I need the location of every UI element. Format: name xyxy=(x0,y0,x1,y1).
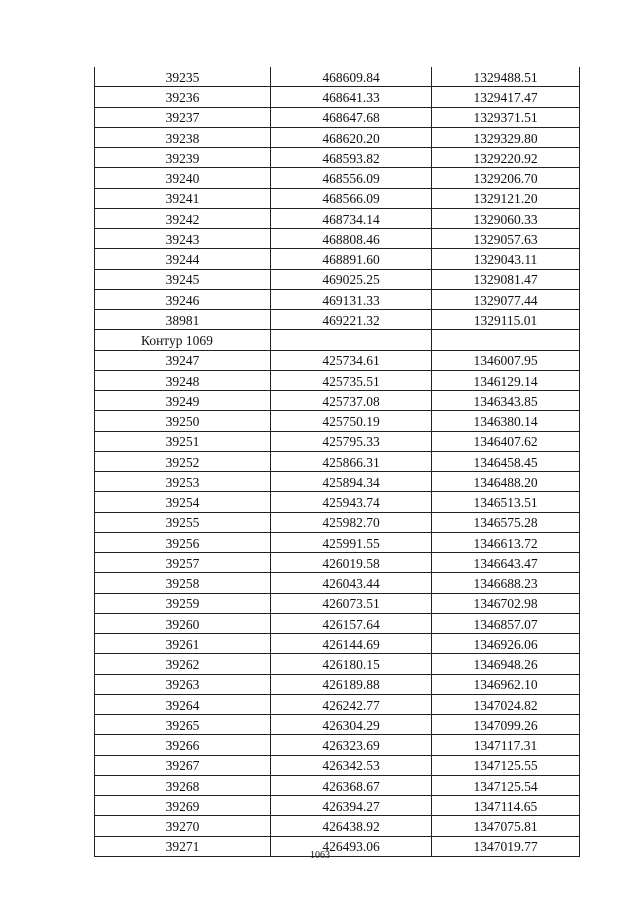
x-coordinate-cell: 468647.68 xyxy=(271,108,432,127)
x-coordinate-cell: 426342.53 xyxy=(271,756,432,775)
point-id-cell: 39240 xyxy=(95,168,271,187)
point-id-cell: 39242 xyxy=(95,209,271,228)
x-coordinate-cell: 425982.70 xyxy=(271,513,432,532)
table-row xyxy=(95,290,579,310)
x-coordinate-cell: 426242.77 xyxy=(271,695,432,714)
y-coordinate-cell: 1346458.45 xyxy=(473,454,538,470)
y-coordinate-cell: 1329081.47 xyxy=(473,272,538,288)
y-coordinate-cell xyxy=(432,330,579,349)
point-id-cell: 39269 xyxy=(95,796,271,815)
x-coordinate-cell: 468609.84 xyxy=(271,67,432,86)
table-row xyxy=(95,816,579,836)
x-coordinate-cell: 469025.25 xyxy=(271,270,432,289)
y-coordinate-cell: 1346857.07 xyxy=(473,616,538,632)
table-row xyxy=(95,513,579,533)
table-row xyxy=(95,148,579,168)
point-id-cell: 39265 xyxy=(95,715,271,734)
table-row xyxy=(95,614,579,634)
x-coordinate-cell: 425734.61 xyxy=(271,351,432,370)
point-id-cell: 39253 xyxy=(95,472,271,491)
point-id-cell: 39268 xyxy=(95,776,271,795)
point-id-cell: 39267 xyxy=(95,756,271,775)
point-id-cell: 39246 xyxy=(95,290,271,309)
table-row xyxy=(95,715,579,735)
point-id-cell: 39245 xyxy=(95,270,271,289)
y-coordinate-cell: 1346575.28 xyxy=(473,515,538,531)
point-id-cell: 39258 xyxy=(95,573,271,592)
x-coordinate-cell: 426019.58 xyxy=(271,553,432,572)
y-coordinate-cell: 1329121.20 xyxy=(473,191,538,207)
x-coordinate-cell: 426043.44 xyxy=(271,573,432,592)
y-coordinate-cell: 1329417.47 xyxy=(473,90,538,105)
x-coordinate-cell: 425795.33 xyxy=(271,432,432,451)
table-row xyxy=(95,128,579,148)
point-id-cell: 39251 xyxy=(95,432,271,451)
point-id-cell: 39264 xyxy=(95,695,271,714)
point-id-cell: 39238 xyxy=(95,128,271,147)
x-coordinate-cell: 426323.69 xyxy=(271,735,432,754)
table-row xyxy=(95,553,579,573)
x-coordinate-cell: 426368.67 xyxy=(271,776,432,795)
table-row xyxy=(95,168,579,188)
table-row xyxy=(95,573,579,593)
table-row xyxy=(95,695,579,715)
table-row xyxy=(95,634,579,654)
y-coordinate-cell: 1346380.14 xyxy=(473,414,538,429)
point-id-cell: 39239 xyxy=(95,148,271,167)
y-coordinate-cell: 1329206.70 xyxy=(473,171,538,186)
x-coordinate-cell: 426493.06 xyxy=(271,837,432,856)
x-coordinate-cell: 425866.31 xyxy=(271,452,432,471)
x-coordinate-cell: 468556.09 xyxy=(271,168,432,187)
table-row xyxy=(95,452,579,472)
table-row xyxy=(95,796,579,816)
y-coordinate-cell: 1329329.80 xyxy=(473,130,538,146)
point-id-cell: 39266 xyxy=(95,735,271,754)
y-coordinate-cell: 1347117.31 xyxy=(473,738,538,753)
table-row xyxy=(95,108,579,128)
y-coordinate-cell: 1347125.55 xyxy=(473,758,538,774)
table-row xyxy=(95,209,579,229)
x-coordinate-cell: 425735.51 xyxy=(271,371,432,390)
x-coordinate-cell: 468566.09 xyxy=(271,189,432,208)
table-row xyxy=(95,432,579,452)
point-id-cell: 39250 xyxy=(95,411,271,430)
x-coordinate-cell: 426180.15 xyxy=(271,654,432,673)
point-id-cell: 39248 xyxy=(95,371,271,390)
y-coordinate-cell: 1346007.95 xyxy=(473,353,538,369)
table-row xyxy=(95,189,579,209)
table-row xyxy=(95,533,579,553)
table-row xyxy=(95,594,579,614)
y-coordinate-cell: 1329077.44 xyxy=(473,292,538,308)
contour-header-row xyxy=(95,330,579,350)
point-id-cell: 39255 xyxy=(95,513,271,532)
y-coordinate-cell: 1346948.26 xyxy=(473,657,538,672)
table-row xyxy=(95,654,579,674)
y-coordinate-cell: 1329488.51 xyxy=(473,69,538,85)
page-number: 1063 xyxy=(310,850,330,861)
table-row xyxy=(95,391,579,411)
point-id-cell: 39247 xyxy=(95,351,271,370)
x-coordinate-cell: 426189.88 xyxy=(271,675,432,694)
y-coordinate-cell: 1346613.72 xyxy=(473,535,538,551)
y-coordinate-cell: 1346688.23 xyxy=(473,576,538,591)
table-row xyxy=(95,87,579,107)
x-coordinate-cell: 468734.14 xyxy=(271,209,432,228)
y-coordinate-cell: 1346962.10 xyxy=(473,677,538,693)
x-coordinate-cell: 426438.92 xyxy=(271,816,432,835)
table-row xyxy=(95,371,579,391)
point-id-cell: Контур 1069 xyxy=(95,330,271,349)
y-coordinate-cell: 1329057.63 xyxy=(473,231,538,247)
y-coordinate-cell: 1347125.54 xyxy=(473,778,538,794)
y-coordinate-cell: 1346513.51 xyxy=(473,495,538,510)
y-coordinate-cell: 1346407.62 xyxy=(473,434,538,450)
x-coordinate-cell xyxy=(271,330,432,349)
x-coordinate-cell: 425894.34 xyxy=(271,472,432,491)
x-coordinate-cell: 468620.20 xyxy=(271,128,432,147)
table-row xyxy=(95,310,579,330)
point-id-cell: 39262 xyxy=(95,654,271,673)
table-row xyxy=(95,270,579,290)
point-id-cell: 39249 xyxy=(95,391,271,410)
y-coordinate-cell: 1347099.26 xyxy=(473,717,538,733)
y-coordinate-cell: 1347019.77 xyxy=(473,839,538,855)
y-coordinate-cell: 1346129.14 xyxy=(473,373,538,389)
table-row xyxy=(95,735,579,755)
x-coordinate-cell: 468808.46 xyxy=(271,229,432,248)
table-row xyxy=(95,351,579,371)
y-coordinate-cell: 1347114.65 xyxy=(473,798,538,814)
y-coordinate-cell: 1347075.81 xyxy=(473,819,538,834)
point-id-cell: 39236 xyxy=(95,87,271,106)
x-coordinate-cell: 468891.60 xyxy=(271,249,432,268)
table-row xyxy=(95,472,579,492)
x-coordinate-cell: 425750.19 xyxy=(271,411,432,430)
x-coordinate-cell: 468641.33 xyxy=(271,87,432,106)
x-coordinate-cell: 469131.33 xyxy=(271,290,432,309)
point-id-cell: 39254 xyxy=(95,492,271,511)
point-id-cell: 39270 xyxy=(95,816,271,835)
point-id-cell: 39237 xyxy=(95,108,271,127)
y-coordinate-cell: 1329115.01 xyxy=(473,312,538,328)
table-row xyxy=(95,756,579,776)
point-id-cell: 39260 xyxy=(95,614,271,633)
y-coordinate-cell: 1346702.98 xyxy=(473,596,538,612)
y-coordinate-cell: 1346643.47 xyxy=(473,555,538,571)
table-row xyxy=(95,776,579,796)
x-coordinate-cell: 469221.32 xyxy=(271,310,432,329)
point-id-cell: 39244 xyxy=(95,249,271,268)
y-coordinate-cell: 1347024.82 xyxy=(473,697,538,713)
x-coordinate-cell: 426073.51 xyxy=(271,594,432,613)
table-row xyxy=(95,675,579,695)
y-coordinate-cell: 1346488.20 xyxy=(473,474,538,490)
point-id-cell: 38981 xyxy=(95,310,271,329)
table-row xyxy=(95,249,579,269)
x-coordinate-cell: 426157.64 xyxy=(271,614,432,633)
y-coordinate-cell: 1329220.92 xyxy=(473,150,538,166)
point-id-cell: 39235 xyxy=(95,67,271,86)
point-id-cell: 39261 xyxy=(95,634,271,653)
point-id-cell: 39259 xyxy=(95,594,271,613)
point-id-cell: 39243 xyxy=(95,229,271,248)
coordinates-table xyxy=(94,67,580,857)
x-coordinate-cell: 426304.29 xyxy=(271,715,432,734)
y-coordinate-cell: 1346926.06 xyxy=(473,636,538,652)
x-coordinate-cell: 425737.08 xyxy=(271,391,432,410)
y-coordinate-cell: 1329043.11 xyxy=(473,252,538,267)
point-id-cell: 39271 xyxy=(95,837,271,856)
table-row xyxy=(95,492,579,512)
point-id-cell: 39263 xyxy=(95,675,271,694)
x-coordinate-cell: 426144.69 xyxy=(271,634,432,653)
x-coordinate-cell: 468593.82 xyxy=(271,148,432,167)
y-coordinate-cell: 1329060.33 xyxy=(473,211,538,227)
table-row xyxy=(95,229,579,249)
point-id-cell: 39257 xyxy=(95,553,271,572)
point-id-cell: 39241 xyxy=(95,189,271,208)
x-coordinate-cell: 426394.27 xyxy=(271,796,432,815)
y-coordinate-cell: 1346343.85 xyxy=(473,393,538,409)
y-coordinate-cell: 1329371.51 xyxy=(473,110,538,126)
point-id-cell: 39256 xyxy=(95,533,271,552)
point-id-cell: 39252 xyxy=(95,452,271,471)
table-row xyxy=(95,67,579,87)
x-coordinate-cell: 425943.74 xyxy=(271,492,432,511)
table-row xyxy=(95,411,579,431)
x-coordinate-cell: 425991.55 xyxy=(271,533,432,552)
